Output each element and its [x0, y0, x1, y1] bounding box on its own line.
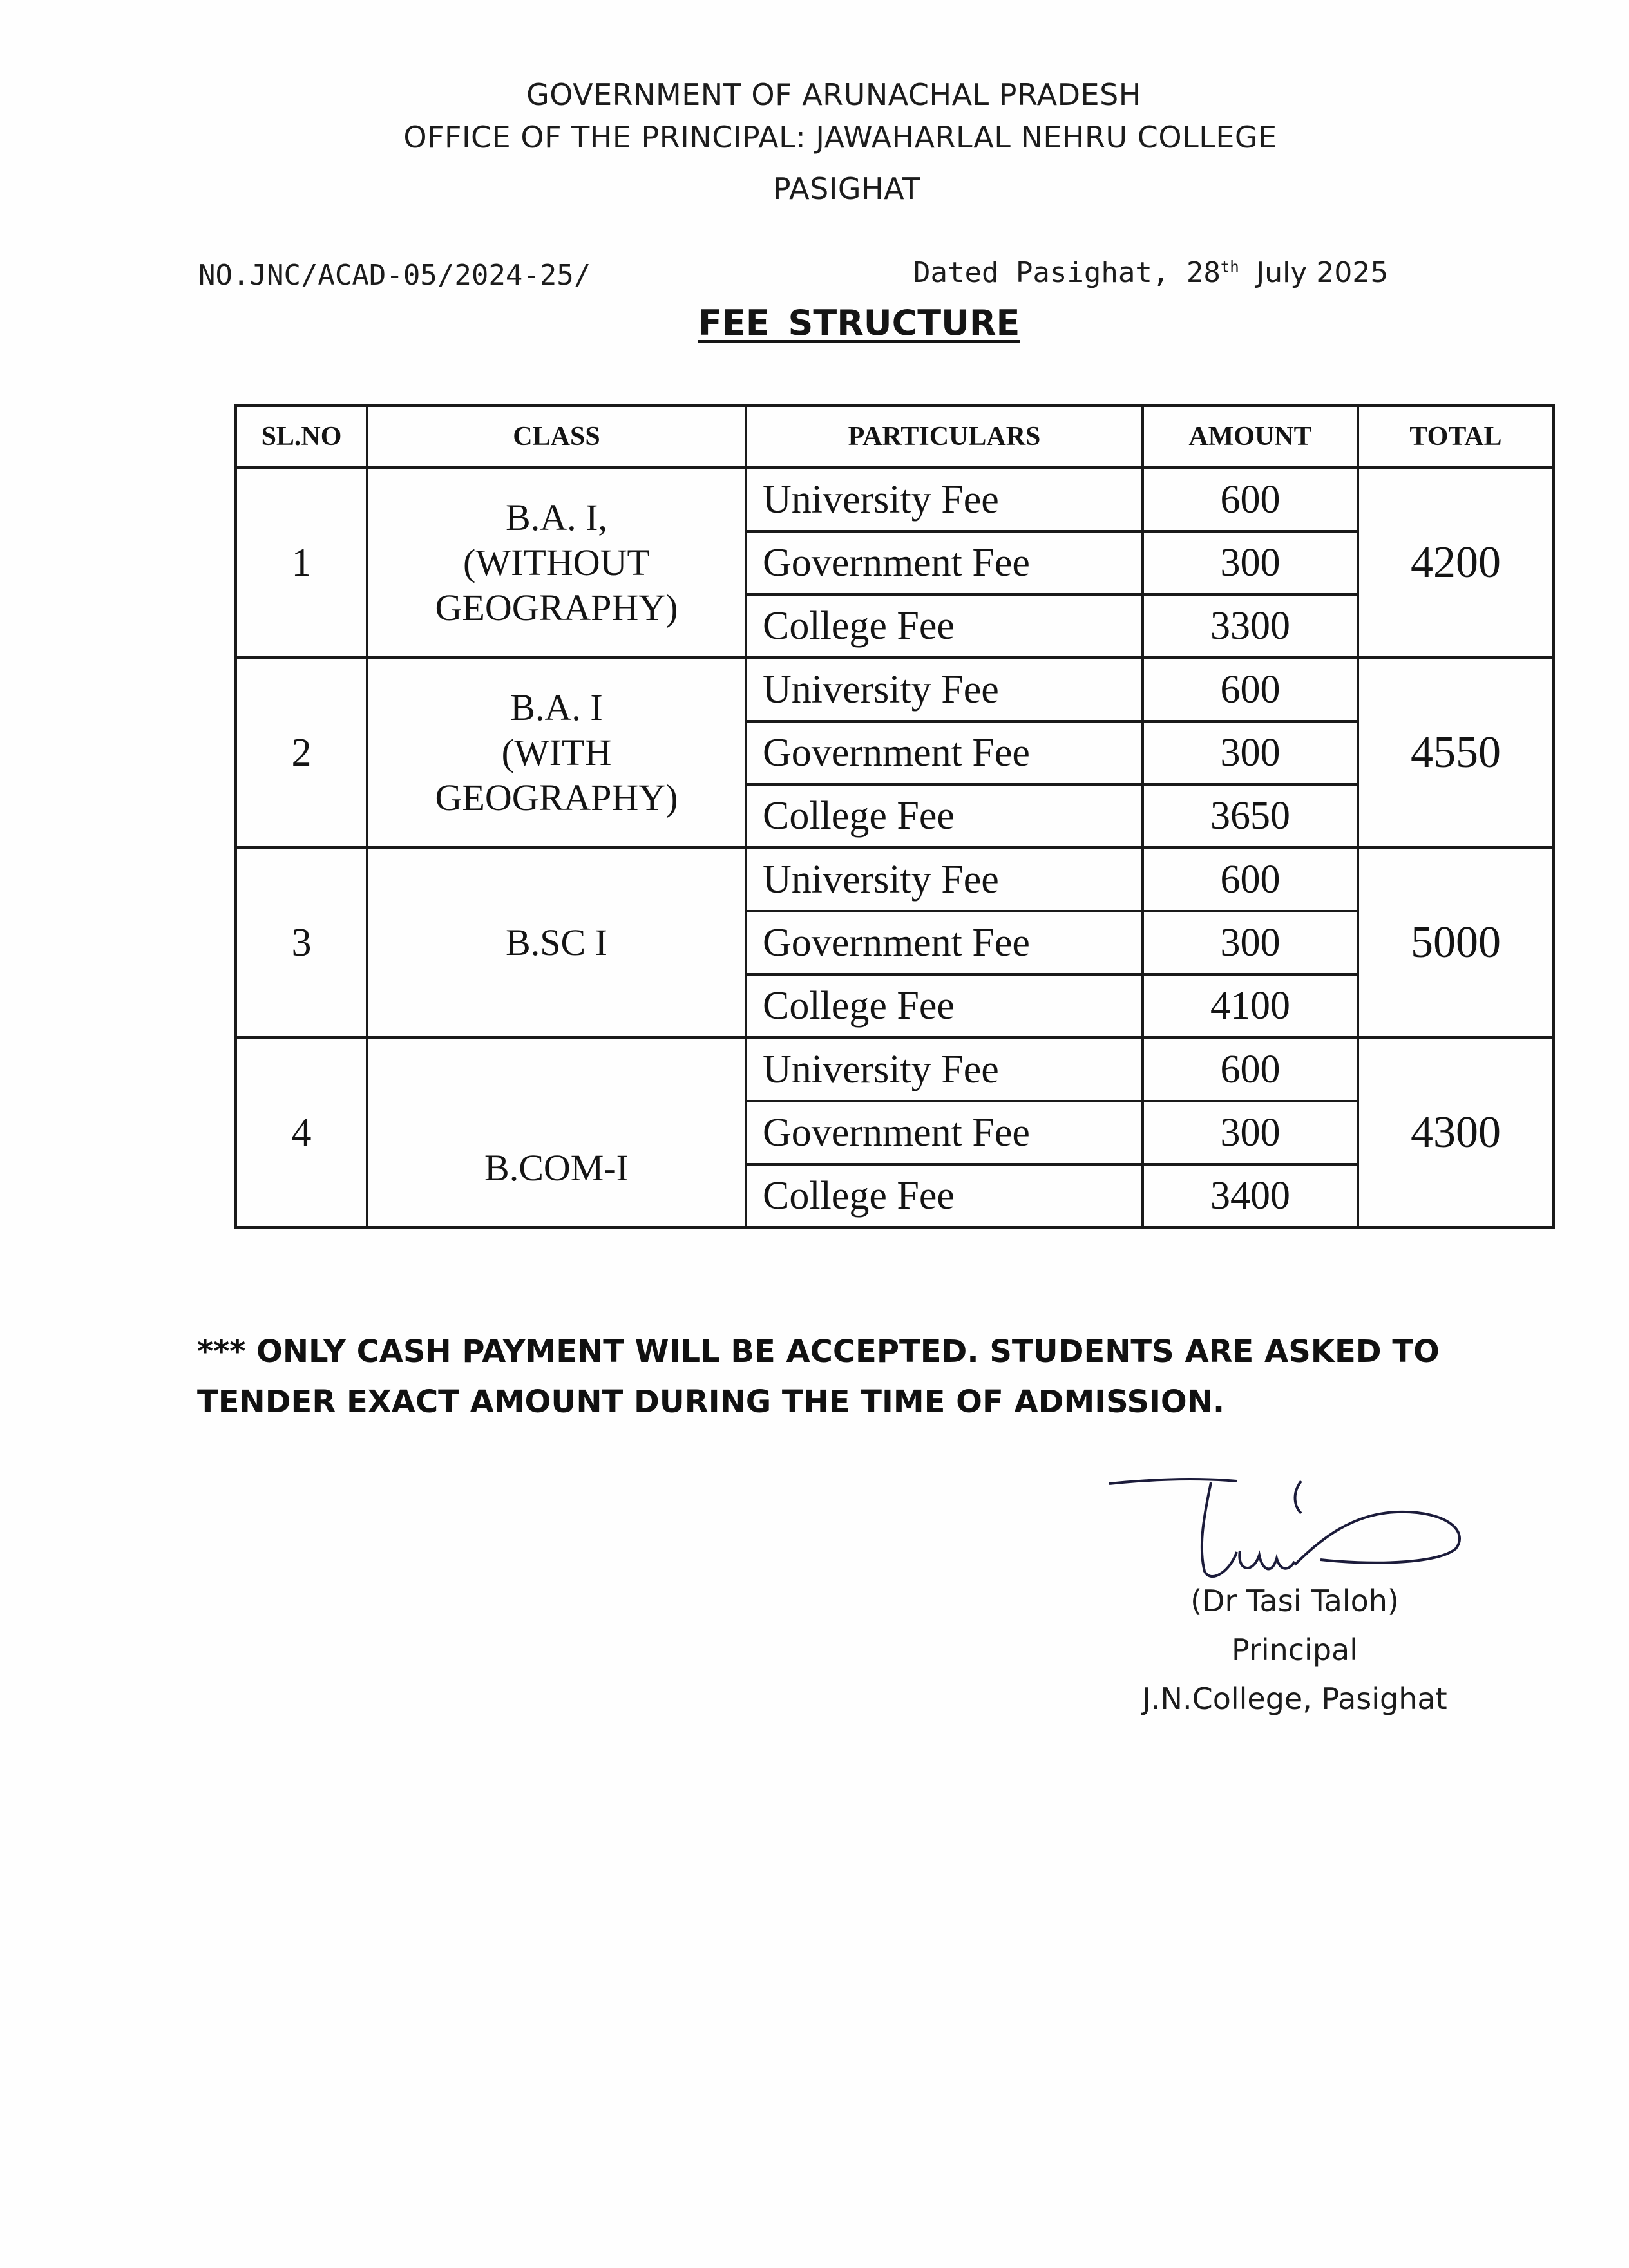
signatory-designation: Principal — [1231, 1632, 1358, 1667]
sl-no-cell: 3 — [236, 848, 367, 1038]
amount-cell: 300 — [1143, 531, 1358, 594]
particular-cell: Government Fee — [746, 721, 1143, 784]
class-cell — [367, 848, 746, 1038]
class-line: (WITH — [501, 732, 612, 773]
amount-cell: 600 — [1143, 468, 1358, 532]
header-office: OFFICE OF THE PRINCIPAL: JAWAHARLAL NEHRU COLLEGE — [403, 120, 1277, 155]
particular-cell: Government Fee — [746, 531, 1143, 594]
particular-cell: University Fee — [746, 1038, 1143, 1102]
class-line: B.COM-I — [484, 1147, 629, 1189]
total-cell: 4550 — [1358, 658, 1554, 848]
class-line: B.A. I, — [506, 496, 607, 538]
class-cell — [367, 1038, 746, 1228]
amount-cell: 600 — [1143, 658, 1358, 722]
total-cell: 4200 — [1358, 468, 1554, 658]
column-header-class: CLASS — [367, 406, 746, 468]
table-header-row — [236, 406, 1554, 468]
date-ordinal-suffix: th — [1220, 258, 1239, 276]
amount-cell: 3300 — [1143, 594, 1358, 658]
sl-no-cell: 2 — [236, 658, 367, 848]
particular-cell: College Fee — [746, 594, 1143, 658]
amount-cell: 600 — [1143, 848, 1358, 912]
document-title: FEE STRUCTURE — [698, 303, 1020, 343]
total-cell: 4300 — [1358, 1038, 1554, 1228]
sl-no-cell: 4 — [236, 1038, 367, 1228]
amount-cell: 300 — [1143, 1101, 1358, 1164]
date-month-year: July 2025 — [1256, 256, 1389, 289]
header-place: PASIGHAT — [772, 171, 921, 206]
table-row — [236, 658, 1554, 722]
column-header-amount: AMOUNT — [1143, 406, 1358, 468]
date-prefix: Dated Pasighat, 28 — [913, 256, 1221, 289]
table-row — [236, 1038, 1554, 1102]
class-line: B.A. I — [510, 686, 603, 728]
class-cell — [367, 468, 746, 658]
particular-cell: College Fee — [746, 1164, 1143, 1227]
signatory-institution: J.N.College, Pasighat — [1142, 1681, 1447, 1716]
particular-cell: University Fee — [746, 468, 1143, 532]
column-header-sl-no: SL.NO — [236, 406, 367, 468]
date-line — [913, 256, 1388, 289]
column-header-total: TOTAL — [1358, 406, 1554, 468]
total-cell: 5000 — [1358, 848, 1554, 1038]
class-line: GEOGRAPHY) — [435, 777, 678, 818]
fee-structure-table — [234, 404, 1555, 1229]
amount-cell: 300 — [1143, 911, 1358, 974]
amount-cell: 4100 — [1143, 974, 1358, 1038]
particular-cell: College Fee — [746, 974, 1143, 1038]
particular-cell: College Fee — [746, 784, 1143, 848]
signatory-name: (Dr Tasi Taloh) — [1190, 1583, 1399, 1618]
payment-note: *** ONLY CASH PAYMENT WILL BE ACCEPTED. STUDENTS ARE ASKED TO TENDER EXACT AMOUNT DURING THE TIME OF ADMISSION. — [197, 1334, 1440, 1420]
particular-cell: Government Fee — [746, 1101, 1143, 1164]
class-cell — [367, 658, 746, 848]
reference-number: NO.JNC/ACAD-05/2024-25/ — [198, 259, 591, 292]
amount-cell: 600 — [1143, 1038, 1358, 1102]
particular-cell: University Fee — [746, 658, 1143, 722]
particular-cell: Government Fee — [746, 911, 1143, 974]
amount-cell: 3650 — [1143, 784, 1358, 848]
column-header-particulars: PARTICULARS — [746, 406, 1143, 468]
class-line: B.SC I — [506, 921, 607, 963]
particular-cell: University Fee — [746, 848, 1143, 912]
amount-cell: 300 — [1143, 721, 1358, 784]
class-line: GEOGRAPHY) — [435, 587, 678, 628]
header-government: GOVERNMENT OF ARUNACHAL PRADESH — [526, 77, 1141, 112]
table-row — [236, 848, 1554, 912]
sl-no-cell: 1 — [236, 468, 367, 658]
table-row — [236, 468, 1554, 532]
class-line: (WITHOUT — [463, 542, 650, 583]
amount-cell: 3400 — [1143, 1164, 1358, 1227]
signatory-block — [1069, 1576, 1520, 1723]
handwritten-signature — [1108, 1475, 1469, 1591]
